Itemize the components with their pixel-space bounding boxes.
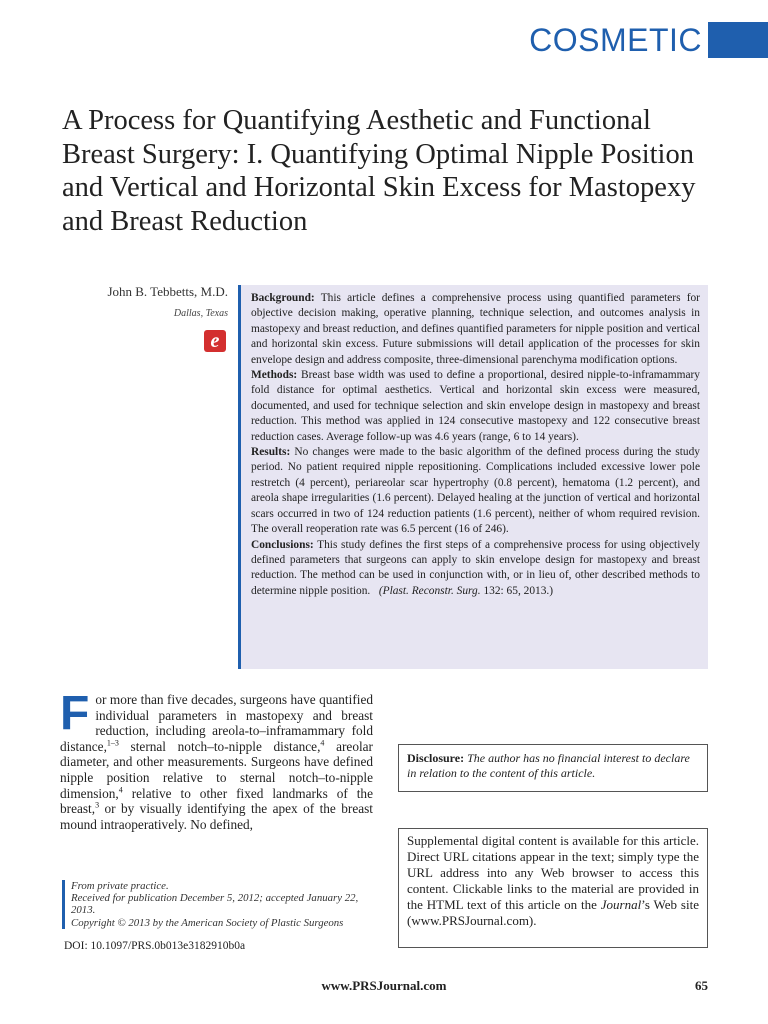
abstract-conclusions-label: Conclusions: [251,538,314,551]
abstract-conclusions-text: This study defines the first steps of a comprehensive process for using objectively defined parameters that surgeons can apply to skin envelope design for mastopexy and breast reduction. The method can be used in conjunction with, or in lieu of, other described methods to determine nipple position. [251,538,700,597]
ref-1: 1–3 [106,738,119,748]
abstract-results-label: Results: [251,446,291,459]
abstract-results-text: No changes were made to the basic algorithm of the defined process during the study period. No patient required nipple repositioning. Complications included excessive lower pole restretch (4 percent), periareolar scar hypertrophy (0.8 percent), hematoma (1.2 percent), and areola shape irregularities (1.6 percent). Delayed healing at the junction of vertical and horizontal scars occurred in two of 124 reduction patients (1.6 percent), neither of whom required revision. The overall reoperation rate was 6.5 percent (16 of 246). [251,446,700,536]
intro-paragraph [60,687,373,832]
footnote-practice: From private practice. [71,880,169,892]
disclosure-label: Disclosure: [407,751,465,765]
citation-journal: (Plast. Reconstr. Surg. [378,584,481,597]
body-text-5: or by visually identifying the apex of the breast mound intraoperatively. No defined, [60,801,373,832]
abstract-results [251,445,700,537]
body-text-3: areolar diameter, and other measurements. Surgeons have defined nipple position relative to sternal notch–to-nipple dimension, [60,738,373,801]
supplemental-journal: Journal [600,897,642,912]
footnote-copyright: Copyright © 2013 by the American Society of Plastic Surgeons [71,916,344,929]
abstract-background-text: This article defines a comprehensive process using quantified parameters for objective decision making, operative planning, technique selection, and outcomes analysis in mastopexy and breast reduction, and defines quantified parameters for nipple position and vertical and horizontal skin excess. Future submissions will detail application of the processes for skin envelope design and address composite, three-dimensional parenchyma modification options. [251,292,700,366]
abstract-conclusions [251,538,700,600]
supplemental-text-2: ’s Web site (www.PRSJournal.com). [407,897,699,928]
abstract-box [238,285,708,669]
abstract-background [251,291,700,368]
body-text-2: sternal notch–to-nipple distance, [118,738,321,754]
footnote-box [62,880,383,929]
abstract-background-label: Background: [251,292,315,304]
abstract-methods [251,368,700,445]
author-affiliation: Dallas, Texas [173,308,228,319]
author-name: John B. Tebbetts, M.D. [107,284,228,299]
drop-cap: F [60,687,90,740]
body-text-1: or more than five decades, surgeons have quantified individual parameters in mastopexy and breast reduction, including areola-to–inframammary fold distance, [60,692,373,754]
section-tag [529,22,768,58]
ref-4: 3 [95,800,100,810]
doi[interactable]: DOI: 10.1097/PRS.0b013e3182910b0a [64,940,246,952]
body-text-4: relative to other fixed landmarks of the breast, [60,785,373,817]
e-content-icon[interactable]: e [204,330,226,352]
section-label: COSMETIC [529,22,702,58]
disclosure-text: The author has no financial interest to declare in relation to the content of this article. [407,751,690,780]
footnote-received: Received for publication December 5, 2012; accepted January 22, 2013. [71,892,359,917]
section-bar [708,22,768,58]
footer-url[interactable]: www.PRSJournal.com [321,978,447,993]
supplemental-box [398,828,708,948]
abstract-methods-label: Methods: [251,369,298,382]
supplemental-text-1: Supplemental digital content is available for this article. Direct URL citations appear in the text; simply type the URL address into any Web browser to access this content. Clickable links to the material are provided in the HTML text of this article on the [407,833,699,912]
citation-rest: 132: 65, 2013.) [483,584,554,597]
author-block [60,284,228,319]
ref-2: 4 [320,738,325,748]
page-number: 65 [695,978,708,993]
ref-3: 4 [118,785,123,795]
body-text [60,687,373,832]
disclosure-box [398,744,708,792]
article-title: A Process for Quantifying Aesthetic and Functional Breast Surgery: I. Quantifying Optimal Nipple Position and Vertical and Horizontal Skin Excess for Mastopexy and Breast Reduction [62,105,696,237]
abstract-methods-text: Breast base width was used to define a proportional, desired nipple-to-inframammary fold distance for optimal aesthetics. Vertical and horizontal skin excess were measured, documented, and used for technique selection and skin envelope design in mastopexy and breast reduction. This method was applied in 124 consecutive mastopexy and 122 consecutive breast reduction cases. Average follow-up was 4.6 years (range, 6 to 14 years). [251,369,700,443]
